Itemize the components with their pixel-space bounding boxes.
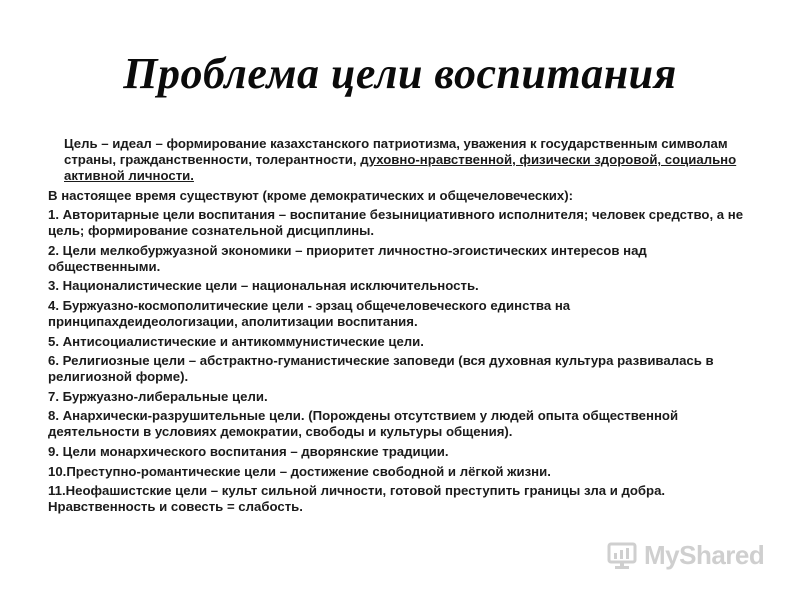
myshared-logo-icon — [606, 539, 638, 571]
list-item: 11.Неофашистские цели – культ сильной личности, готовой преступить границы зла и добра. Нравственность и совесть = слабость. — [48, 483, 666, 515]
intro-text: Цель – идеал – формирование казахстанского патриотизма, уважения к государственным символам страны, гражданственности, толерантности, — [64, 136, 728, 167]
list-item: 2. Цели мелкобуржуазной экономики – приоритет личностно-эгоистических интересов над общественными. — [48, 242, 647, 274]
list-item: 3. Националистические цели – национальная исключительность. — [48, 278, 479, 294]
list-item: 4. Буржуазно-космополитические цели - эрзац общечеловеческого единства на принципахдеидеологизации, аполитизации воспитания. — [48, 297, 571, 329]
current-time-paragraph: В настоящее время существуют (кроме демократических и общечеловеческих): — [48, 187, 574, 203]
list-item: 10.Преступно-романтические цели – достижение свободной и лёгкой жизни. — [48, 463, 551, 479]
list-item: 7. Буржуазно-либеральные цели. — [48, 388, 268, 404]
list-item: 6. Религиозные цели – абстрактно-гуманистические заповеди (вся духовная культура развивалась в религиозной форме). — [48, 353, 714, 385]
list-item: 5. Антисоциалистические и антикоммунистические цели. — [48, 333, 424, 349]
intro-underlined-text: духовно-нравственной, физически здоровой, социально активной личности. — [64, 152, 737, 183]
slide-content — [48, 136, 758, 519]
watermark-text: MyShared — [644, 539, 765, 570]
intro-paragraph — [48, 136, 758, 184]
list-item: 8. Анархически-разрушительные цели. (Порождены отсутствием у людей опыта общественной деятельности в условиях демократии, свободы и культуры общения). — [48, 408, 679, 440]
list-item: 1. Авторитарные цели воспитания – воспитание безынициативного исполнителя; человек средство, а не цель; формирование сознательной дисциплины. — [48, 207, 744, 239]
watermark — [606, 536, 776, 574]
list-item: 9. Цели монархического воспитания – дворянские традиции. — [48, 443, 449, 459]
slide-title: Проблема цели воспитания — [123, 49, 677, 98]
